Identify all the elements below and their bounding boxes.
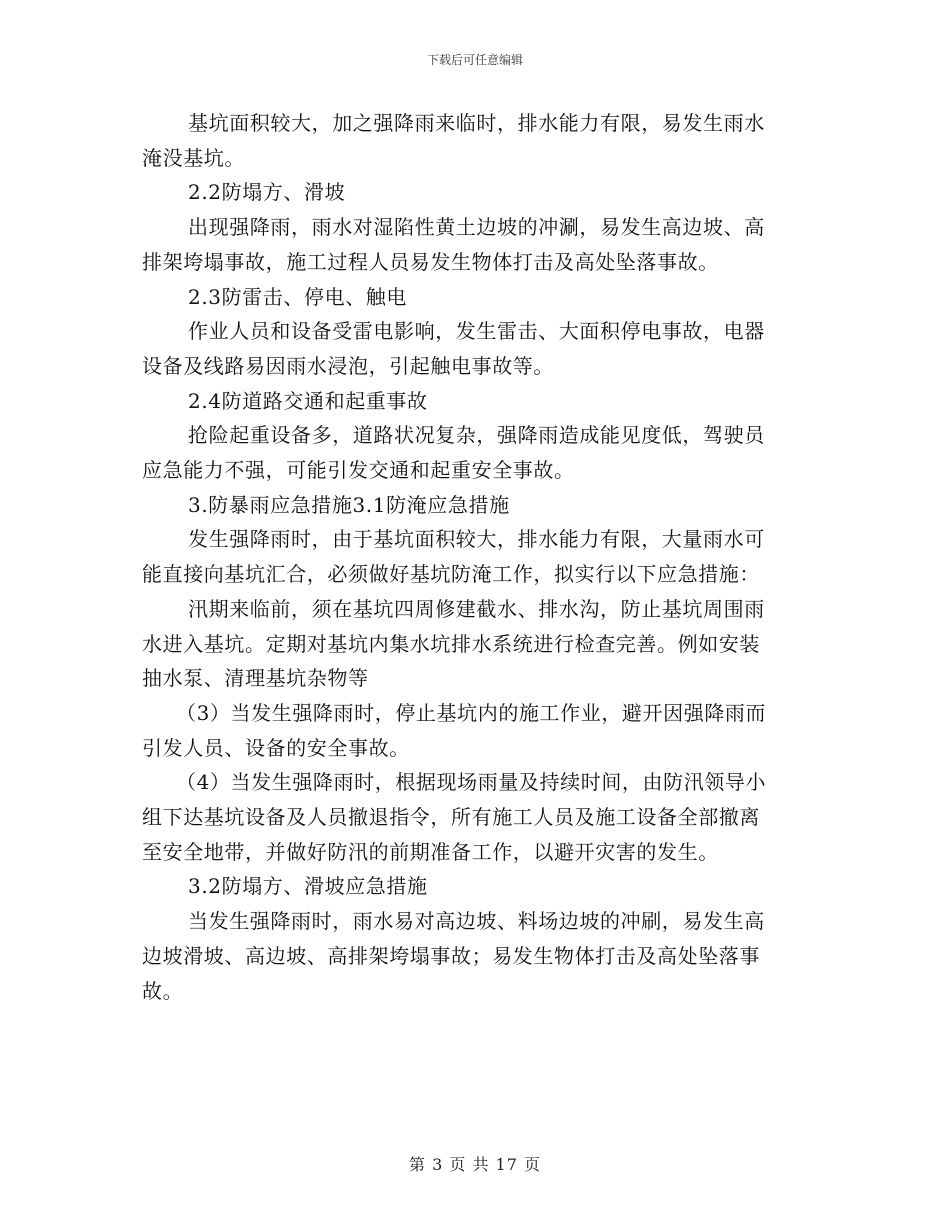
paragraph-line: 抽水泵、清理基坑杂物等 <box>142 666 369 691</box>
page-number-footer: 第 3 页 共 17 页 <box>409 1155 541 1174</box>
section-heading: 3.防暴雨应急措施3.1防淹应急措施 <box>188 492 510 517</box>
paragraph-line: 排架垮塌事故，施工过程人员易发生物体打击及高处坠落事故。 <box>142 249 719 274</box>
paragraph-line: 抢险起重设备多，道路状况复杂，强降雨造成能见度低，驾驶员 <box>188 423 765 448</box>
paragraph-line: 作业人员和设备受雷电影响，发生雷击、大面积停电事故，电器 <box>188 319 765 344</box>
list-item: （4）当发生强降雨时，根据现场雨量及持续时间，由防汛领导小 <box>176 770 767 795</box>
paragraph-line: 汛期来临前，须在基坑四周修建截水、排水沟，防止基坑周围雨 <box>188 596 765 621</box>
paragraph-line: 引发人员、设备的安全事故。 <box>142 735 410 760</box>
paragraph-line: 当发生强降雨时，雨水易对高边坡、料场边坡的冲刷，易发生高 <box>188 909 765 934</box>
section-heading: 2.4防道路交通和起重事故 <box>188 388 428 413</box>
paragraph-line: 基坑面积较大，加之强降雨来临时，排水能力有限，易发生雨水 <box>188 111 765 135</box>
list-item: （3）当发生强降雨时，停止基坑内的施工作业，避开因强降雨而 <box>176 700 767 725</box>
paragraph-line: 组下达基坑设备及人员撤退指令，所有施工人员及施工设备全部撤离 <box>142 805 760 830</box>
paragraph-line: 设备及线路易因雨水浸泡，引起触电事故等。 <box>142 353 554 378</box>
paragraph-line: 发生强降雨时，由于基坑面积较大，排水能力有限，大量雨水可 <box>188 527 765 552</box>
paragraph-line: 应急能力不强，可能引发交通和起重安全事故。 <box>142 458 575 483</box>
paragraph-line: 水进入基坑。定期对基坑内集水坑排水系统进行检查完善。例如安装 <box>142 631 760 656</box>
page-header: 下载后可任意编辑 <box>426 53 523 67</box>
document-body <box>142 106 812 1008</box>
paragraph-line: 能直接向基坑汇合，必须做好基坑防淹工作，拟实行以下应急措施： <box>142 562 760 587</box>
paragraph-line: 故。 <box>142 978 184 1003</box>
paragraph-line: 至安全地带，并做好防汛的前期准备工作，以避开灾害的发生。 <box>142 839 719 864</box>
section-heading: 2.2防塌方、滑坡 <box>188 180 346 205</box>
paragraph-line: 淹没基坑。 <box>142 145 245 170</box>
section-heading: 3.2防塌方、滑坡应急措施 <box>188 874 428 899</box>
paragraph-line: 边坡滑坡、高边坡、高排架垮塌事故；易发生物体打击及高处坠落事 <box>142 943 760 968</box>
paragraph-line: 出现强降雨，雨水对湿陷性黄土边坡的冲涮，易发生高边坡、高 <box>188 215 765 240</box>
section-heading: 2.3防雷击、停电、触电 <box>188 284 408 309</box>
